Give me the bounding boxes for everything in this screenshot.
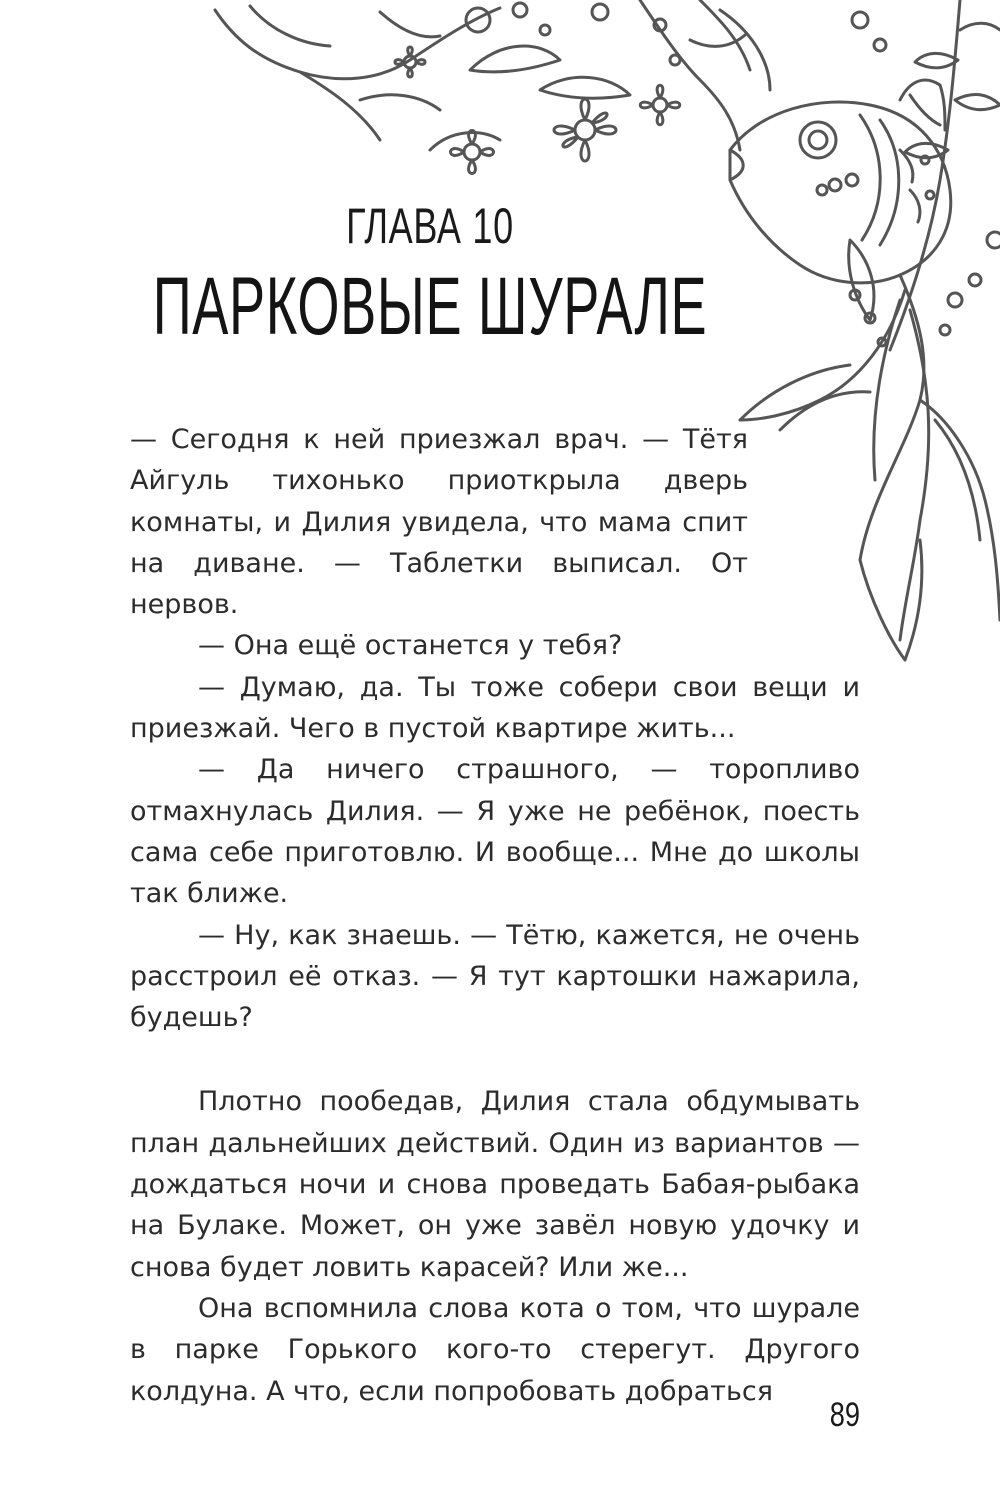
paragraph: Плотно пообедав, Дилия стала обдумывать план дальнейших действий. Один из вариантов — дождаться ночи и снова проведать Бабая-рыбака на Булаке. Может, он уже завёл новую удочку и снова будет ловить карасей? Или же... bbox=[130, 1086, 860, 1283]
paragraph: — Сегодня к ней приезжал врач. — Тётя Айгуль тихонько приоткрыла дверь комнаты, и Дилия увидела, что мама спит на диване. — Таблетки выписал. От нервов. bbox=[130, 424, 748, 621]
body-text bbox=[130, 419, 860, 1412]
paragraph: — Думаю, да. Ты тоже собери свои вещи и приезжай. Чего в пустой квартире жить... bbox=[130, 671, 860, 745]
paragraph: — Да ничего страшного, — торопливо отмахнулась Дилия. — Я уже не ребёнок, поесть сама себе приготовлю. И вообще... Мне до школы так ближе. bbox=[130, 754, 860, 910]
chapter-number: ГЛАВА 10 bbox=[346, 198, 514, 254]
paragraph: — Ну, как знаешь. — Тётю, кажется, не очень расстроил её отказ. — Я тут картошки нажарила, будешь? bbox=[130, 919, 860, 1034]
page-number: 89 bbox=[829, 1396, 860, 1434]
chapter-title: ПАРКОВЫЕ ШУРАЛЕ bbox=[152, 261, 708, 352]
paragraph: — Она ещё останется у тебя? bbox=[198, 630, 623, 662]
paragraph: Она вспомнила слова кота о том, что шурале в парке Горького кого-то стерегут. Другого колдуна. А что, если попробовать добраться bbox=[130, 1292, 860, 1407]
